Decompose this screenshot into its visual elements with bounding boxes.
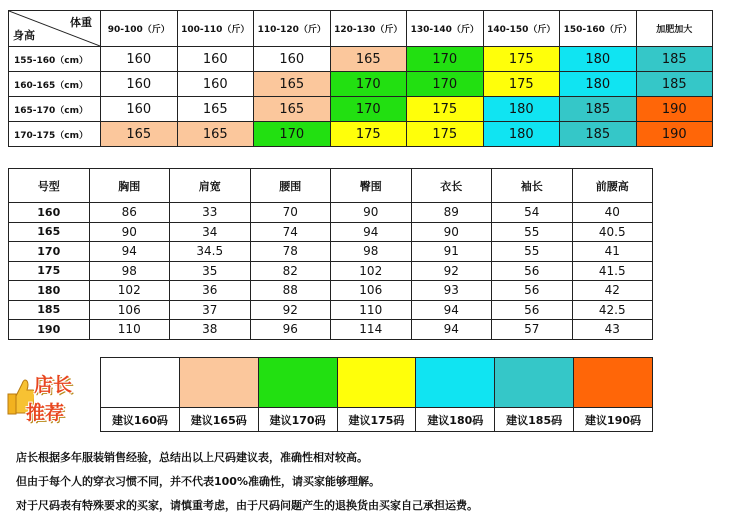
table-cell: 34: [170, 222, 251, 242]
col-header-length: 衣长: [411, 169, 492, 203]
weight-col-header: 150-160（斤）: [560, 11, 637, 47]
note-line: 但由于每个人的穿衣习惯不同，并不代表100%准确性，请买家能够理解。: [16, 475, 380, 488]
size-cell: 165: [177, 122, 254, 147]
col-header-front-waist: 前腰高: [572, 169, 653, 203]
table-cell: 88: [250, 281, 331, 301]
table-row: [9, 281, 653, 301]
weight-col-header: 110-120（斤）: [254, 11, 331, 47]
table-cell: 33: [170, 203, 251, 223]
table-cell: 56: [492, 261, 573, 281]
table-cell: 57: [492, 320, 573, 340]
table-cell: 89: [411, 203, 492, 223]
color-swatch: [495, 358, 574, 408]
size-cell: 180: [560, 72, 637, 97]
size-cell: 190: [636, 97, 713, 122]
size-label: 185: [9, 300, 90, 320]
table-cell: 78: [250, 242, 331, 262]
table-cell: 82: [250, 261, 331, 281]
col-header-waist: 腰围: [250, 169, 331, 203]
size-cell: 190: [636, 122, 713, 147]
table-cell: 43: [572, 320, 653, 340]
color-swatch: [179, 358, 258, 408]
recommend-table: [100, 357, 653, 432]
recommend-label: 建议160码: [101, 408, 180, 432]
weight-col-header: 加肥加大: [636, 11, 713, 47]
badge-line2: 推荐: [26, 402, 65, 424]
recommend-label: 建议170码: [258, 408, 337, 432]
color-swatch: [337, 358, 416, 408]
table-cell: 41.5: [572, 261, 653, 281]
col-header-hip: 臀围: [331, 169, 412, 203]
height-row-header: 170-175（cm）: [9, 122, 101, 147]
size-cell: 160: [177, 47, 254, 72]
size-label: 170: [9, 242, 90, 262]
size-cell: 160: [177, 72, 254, 97]
measurement-body: [9, 203, 653, 340]
notes: [16, 446, 736, 518]
size-cell: 165: [254, 72, 331, 97]
weight-col-header: 140-150（斤）: [483, 11, 560, 47]
table-cell: 94: [411, 320, 492, 340]
table-row: [9, 300, 653, 320]
table-cell: 56: [492, 300, 573, 320]
size-label: 190: [9, 320, 90, 340]
table-cell: 40.5: [572, 222, 653, 242]
table-row: [9, 122, 713, 147]
corner-height-label: 身高: [13, 29, 35, 42]
height-row-header: 155-160（cm）: [9, 47, 101, 72]
col-header-chest: 胸围: [89, 169, 170, 203]
label-row: [101, 408, 653, 432]
table-row: [9, 320, 653, 340]
table-cell: 96: [250, 320, 331, 340]
weight-col-header: 120-130（斤）: [330, 11, 407, 47]
size-cell: 160: [101, 72, 178, 97]
table-cell: 90: [331, 203, 412, 223]
corner-cell: [9, 11, 101, 47]
size-label: 180: [9, 281, 90, 301]
size-cell: 165: [101, 122, 178, 147]
size-cell: 175: [330, 122, 407, 147]
table-cell: 54: [492, 203, 573, 223]
table-cell: 41: [572, 242, 653, 262]
color-swatch: [101, 358, 180, 408]
col-header-size: 号型: [9, 169, 90, 203]
recommend-label: 建议180码: [416, 408, 495, 432]
table-cell: 106: [331, 281, 412, 301]
table-row: [9, 72, 713, 97]
table-cell: 102: [89, 281, 170, 301]
measurement-header-row: [9, 169, 653, 203]
color-swatch: [258, 358, 337, 408]
table-cell: 42: [572, 281, 653, 301]
size-cell: 170: [407, 47, 484, 72]
table-cell: 37: [170, 300, 251, 320]
size-cell: 165: [330, 47, 407, 72]
weight-col-header: 90-100（斤）: [101, 11, 178, 47]
table-cell: 34.5: [170, 242, 251, 262]
size-cell: 170: [407, 72, 484, 97]
table-cell: 94: [411, 300, 492, 320]
table-row: [9, 203, 653, 223]
badge-line1: 店长: [34, 374, 73, 396]
table-cell: 92: [250, 300, 331, 320]
size-cell: 165: [177, 97, 254, 122]
size-label: 175: [9, 261, 90, 281]
weight-header-row: [9, 11, 713, 47]
recommend-label: 建议185码: [495, 408, 574, 432]
table-cell: 91: [411, 242, 492, 262]
note-line: 对于尺码表有特殊要求的买家，请慎重考虑，由于尺码问题产生的退换货由买家自己承担运费。: [16, 499, 478, 512]
table-cell: 56: [492, 281, 573, 301]
table-cell: 94: [331, 222, 412, 242]
table-cell: 55: [492, 222, 573, 242]
size-cell: 185: [636, 72, 713, 97]
height-row-header: 160-165（cm）: [9, 72, 101, 97]
size-cell: 175: [483, 47, 560, 72]
table-cell: 110: [331, 300, 412, 320]
table-row: [9, 47, 713, 72]
color-swatch: [574, 358, 653, 408]
size-by-height-weight-table: [8, 10, 713, 147]
table-cell: 98: [89, 261, 170, 281]
size-cell: 165: [254, 97, 331, 122]
table-cell: 106: [89, 300, 170, 320]
recommend-label: 建议165码: [179, 408, 258, 432]
table-cell: 74: [250, 222, 331, 242]
table-cell: 40: [572, 203, 653, 223]
table-cell: 114: [331, 320, 412, 340]
table-row: [9, 97, 713, 122]
size-label: 160: [9, 203, 90, 223]
weight-col-header: 130-140（斤）: [407, 11, 484, 47]
col-header-shoulder: 肩宽: [170, 169, 251, 203]
table-cell: 98: [331, 242, 412, 262]
height-row-header: 165-170（cm）: [9, 97, 101, 122]
size-cell: 180: [483, 122, 560, 147]
table-cell: 70: [250, 203, 331, 223]
manager-recommend-badge: [4, 366, 94, 428]
size-cell: 185: [636, 47, 713, 72]
table-row: [9, 242, 653, 262]
table-cell: 90: [411, 222, 492, 242]
size-cell: 175: [407, 97, 484, 122]
table-cell: 90: [89, 222, 170, 242]
size-cell: 175: [483, 72, 560, 97]
table-cell: 94: [89, 242, 170, 262]
table-cell: 86: [89, 203, 170, 223]
size-cell: 160: [101, 47, 178, 72]
weight-col-header: 100-110（斤）: [177, 11, 254, 47]
note-line: 店长根据多年服装销售经验，总结出以上尺码建议表，准确性相对较高。: [16, 451, 368, 464]
size-cell: 185: [560, 97, 637, 122]
size-cell: 175: [407, 122, 484, 147]
size-cell: 185: [560, 122, 637, 147]
size-cell: 180: [483, 97, 560, 122]
size-cell: 170: [330, 72, 407, 97]
table-cell: 110: [89, 320, 170, 340]
size-cell: 170: [330, 97, 407, 122]
table-cell: 38: [170, 320, 251, 340]
table-cell: 55: [492, 242, 573, 262]
swatch-row: [101, 358, 653, 408]
recommend-label: 建议190码: [574, 408, 653, 432]
table-cell: 102: [331, 261, 412, 281]
table-cell: 36: [170, 281, 251, 301]
col-header-sleeve: 袖长: [492, 169, 573, 203]
table-row: [9, 261, 653, 281]
corner-weight-label: 体重: [70, 16, 92, 29]
size-label: 165: [9, 222, 90, 242]
size-cell: 180: [560, 47, 637, 72]
size-cell: 160: [101, 97, 178, 122]
measurement-table: [8, 168, 653, 340]
table-cell: 35: [170, 261, 251, 281]
table-row: [9, 222, 653, 242]
table-cell: 93: [411, 281, 492, 301]
color-swatch: [416, 358, 495, 408]
recommend-label: 建议175码: [337, 408, 416, 432]
table-cell: 92: [411, 261, 492, 281]
size-cell: 160: [254, 47, 331, 72]
table-cell: 42.5: [572, 300, 653, 320]
size-cell: 170: [254, 122, 331, 147]
